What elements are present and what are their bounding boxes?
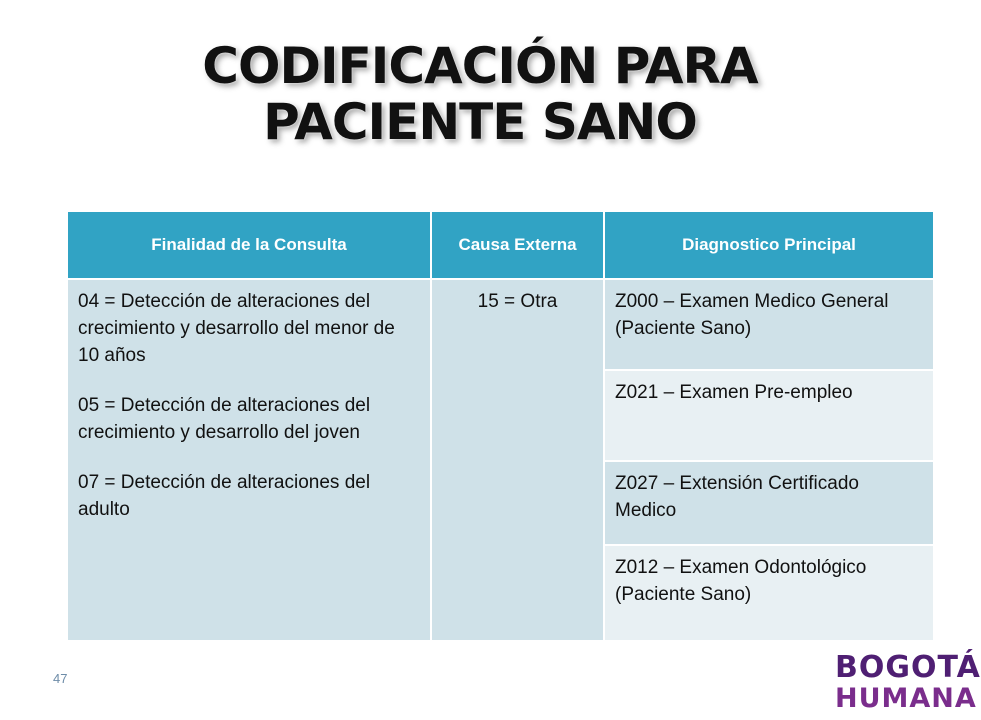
header-finalidad: Finalidad de la Consulta	[67, 211, 431, 279]
causa-externa-cell: 15 = Otra	[431, 279, 604, 641]
header-causa-externa: Causa Externa	[431, 211, 604, 279]
logo-line-2: HUMANA	[835, 683, 977, 714]
title-line-2: PACIENTE SANO	[263, 93, 697, 151]
logo-line-1: BOGOTÁ	[835, 650, 981, 685]
diagnostico-cell: Z021 – Examen Pre-empleo	[604, 370, 934, 461]
slide-title	[80, 38, 880, 150]
page-number: 47	[53, 671, 68, 686]
diagnostico-cell: Z012 – Examen Odontológico (Paciente Sano)	[604, 545, 934, 641]
diagnostico-cell: Z000 – Examen Medico General (Paciente Sano)	[604, 279, 934, 370]
diagnostico-cell: Z027 – Extensión Certificado Medico	[604, 461, 934, 545]
table-row	[67, 279, 934, 370]
header-diagnostico: Diagnostico Principal	[604, 211, 934, 279]
bogota-humana-logo	[835, 650, 981, 718]
finalidad-item: 07 = Detección de alteraciones del adulto	[78, 472, 371, 520]
table-header-row	[67, 211, 934, 279]
finalidad-cell	[67, 279, 431, 641]
title-line-1: CODIFICACIÓN PARA	[202, 37, 758, 95]
coding-table	[66, 210, 935, 642]
finalidad-item: 05 = Detección de alteraciones del crecimiento y desarrollo del joven	[78, 395, 371, 443]
finalidad-item: 04 = Detección de alteraciones del crecimiento y desarrollo del menor de 10 años	[78, 291, 395, 366]
